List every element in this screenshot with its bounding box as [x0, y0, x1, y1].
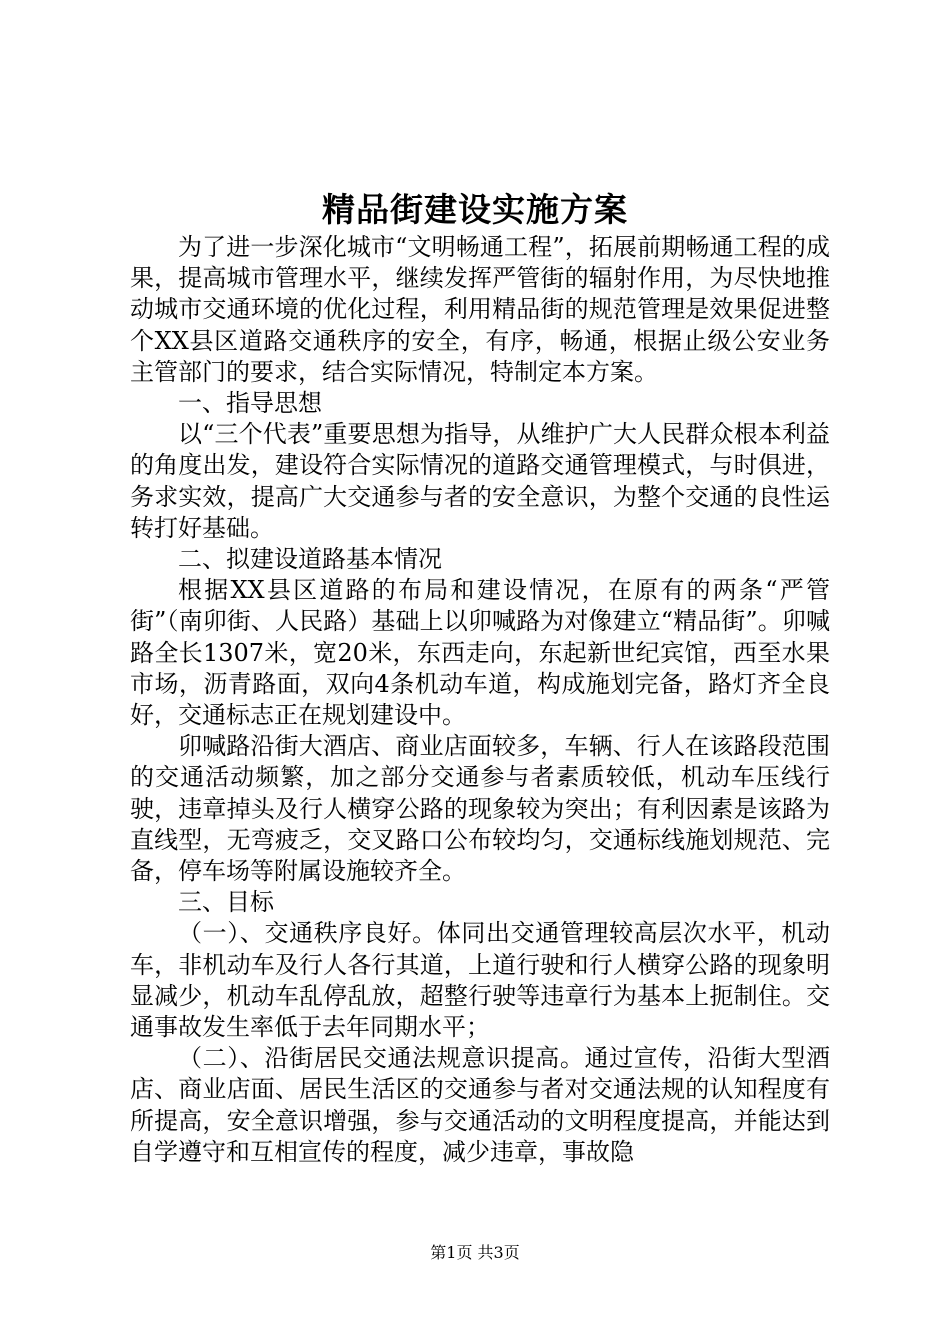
document-body	[130, 232, 830, 1168]
paragraph-road-situation: 根据XX县区道路的布局和建设情况，在原有的两条“严管街”（南卯街、人民路）基础上以卯喊路为对像建立“精品街”。卯喊路全长1307米，宽20米，东西走向，东起新世纪宾馆，西至水果市场，沥青路面，双向4条机动车道，构成施划完备，路灯齐全良好，交通标志正在规划建设中。	[130, 576, 830, 730]
paragraph-road-conditions: 卯喊路沿街大酒店、商业店面较多，车辆、行人在该路段范围的交通活动频繁，加之部分交通参与者素质较低，机动车压线行驶，违章掉头及行人横穿公路的现象较为突出；有利因素是该路为直线型，无弯疲乏，交叉路口公布较均匀，交通标线施划规范、完备，停车场等附属设施较齐全。	[130, 732, 830, 886]
section-heading-guiding-ideology: 一、指导思想	[178, 389, 322, 418]
paragraph-goal-2: （二）、沿街居民交通法规意识提高。通过宣传，沿街大型酒店、商业店面、居民生活区的交通参与者对交通法规的认知程度有所提高，安全意识增强，参与交通活动的文明程度提高，并能达到自学遵守和互相宣传的程度，减少违章，事故隐	[130, 1044, 830, 1166]
section-heading-goals: 三、目标	[178, 888, 274, 917]
paragraph-intro: 为了进一步深化城市“文明畅通工程”，拓展前期畅通工程的成果，提高城市管理水平，继续发挥严管街的辐射作用，为尽快地推动城市交通环境的优化过程，利用精品街的规范管理是效果促进整个XX县区道路交通秩序的安全，有序，畅通，根据止级公安业务主管部门的要求，结合实际情况，特制定本方案。	[130, 233, 830, 386]
section-heading-road-situation: 二、拟建设道路基本情况	[178, 545, 442, 574]
paragraph-guiding-ideology: 以“三个代表”重要思想为指导，从维护广大人民群众根本利益的角度出发，建设符合实际情况的道路交通管理模式，与时俱进，务求实效，提高广大交通参与者的安全意识，为整个交通的良性运转打好基础。	[130, 420, 830, 542]
page-footer: 第1页 共3页	[430, 1243, 520, 1262]
document-title: 精品街建设实施方案	[322, 190, 628, 229]
paragraph-goal-1: （一）、交通秩序良好。体同出交通管理较高层次水平，机动车，非机动车及行人各行其道，上道行驶和行人横穿公路的现象明显减少，机动车乱停乱放，超整行驶等违章行为基本上扼制住。交通事故发生率低于去年同期水平；	[130, 919, 830, 1042]
